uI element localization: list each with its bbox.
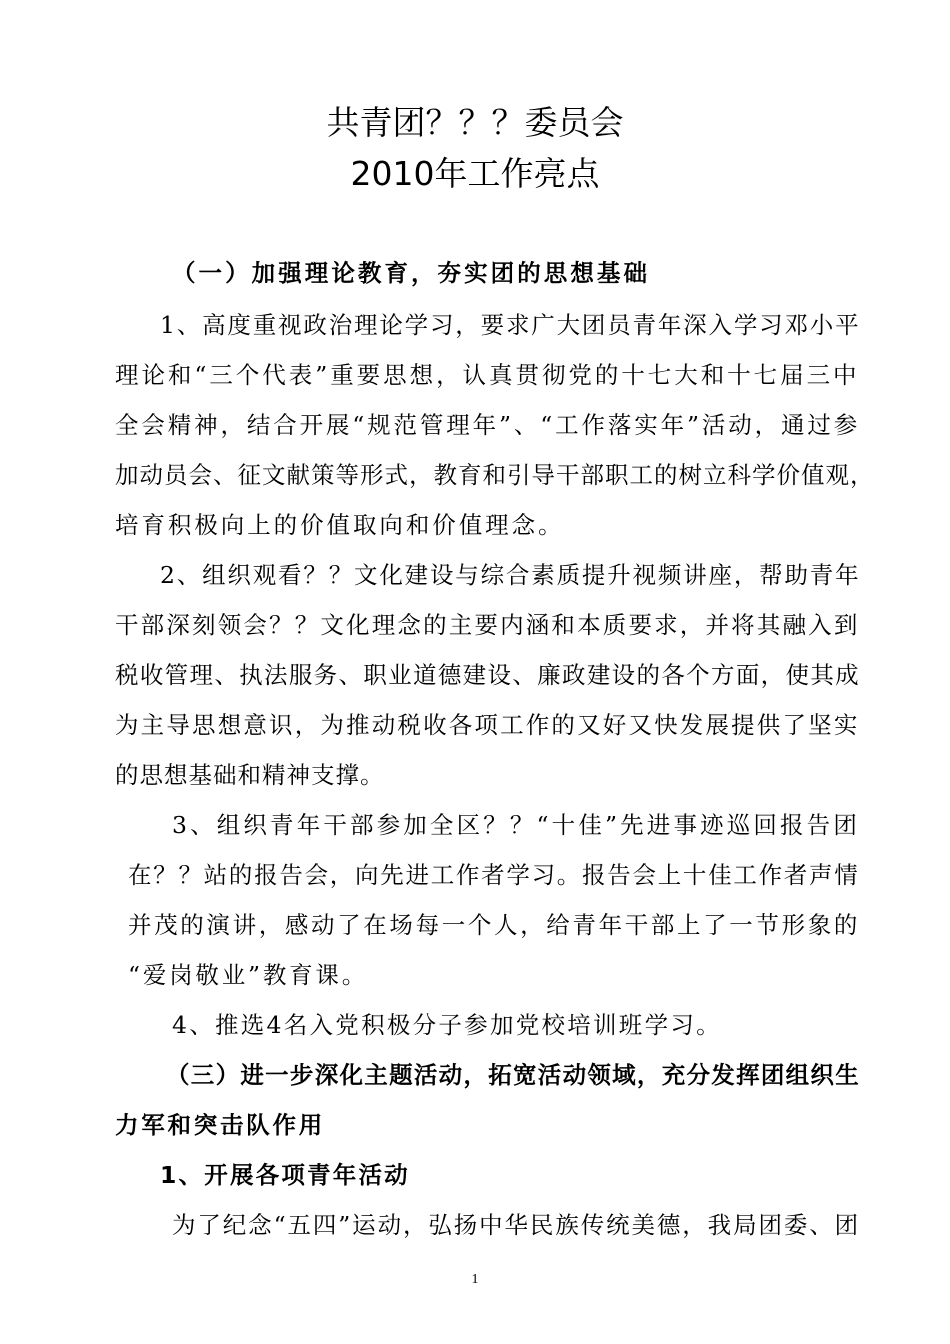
page-number: 1 <box>471 1272 479 1287</box>
paragraph-line: 培育积极向上的价值取向和价值理念。 <box>115 511 565 539</box>
section-heading-1: （一）加强理论教育，夯实团的思想基础 <box>172 259 650 287</box>
section-heading-3: （三）进一步深化主题活动，拓宽活动领域，充分发挥团组织生 <box>166 1061 860 1089</box>
paragraph-line: 3、组织青年干部参加全区？？“十佳”先进事迹巡回报告团 <box>172 811 860 839</box>
paragraph-line: 的思想基础和精神支撑。 <box>115 761 385 789</box>
paragraph-line: 1、高度重视政治理论学习，要求广大团员青年深入学习邓小平 <box>160 311 861 339</box>
section-heading-3-cont: 力军和突击队作用 <box>115 1111 325 1139</box>
paragraph-line: 全会精神，结合开展“规范管理年”、“工作落实年”活动，通过参 <box>115 411 861 439</box>
document-title-line-2: 2010年工作亮点 <box>350 154 600 193</box>
paragraph-line: 4、推选4名入党积极分子参加党校培训班学习。 <box>172 1011 722 1039</box>
paragraph-line: 为主导思想意识，为推动税收各项工作的又好又快发展提供了坚实 <box>115 711 860 739</box>
paragraph-line: “爱岗敬业”教育课。 <box>128 961 369 989</box>
paragraph-line: 税收管理、执法服务、职业道德建设、廉政建设的各个方面，使其成 <box>115 661 860 689</box>
paragraph-line: 并茂的演讲，感动了在场每一个人，给青年干部上了一节形象的 <box>128 911 860 939</box>
paragraph-line: 干部深刻领会？？文化理念的主要内涵和本质要求，并将其融入到 <box>115 611 860 639</box>
paragraph-line: 为了纪念“五四”运动，弘扬中华民族传统美德，我局团委、团 <box>172 1211 861 1239</box>
paragraph-line: 理论和“三个代表”重要思想，认真贯彻党的十七大和十七届三中 <box>115 361 860 389</box>
document-title-line-1: 共青团？？？委员会 <box>326 103 624 142</box>
subsection-heading: 1、开展各项青年活动 <box>160 1161 410 1189</box>
paragraph-line: 加动员会、征文献策等形式，教育和引导干部职工的树立科学价值观， <box>115 461 875 489</box>
paragraph-line: 在？？站的报告会，向先进工作者学习。报告会上十佳工作者声情 <box>128 861 860 889</box>
paragraph-line: 2、组织观看？？文化建设与综合素质提升视频讲座，帮助青年 <box>160 561 861 589</box>
